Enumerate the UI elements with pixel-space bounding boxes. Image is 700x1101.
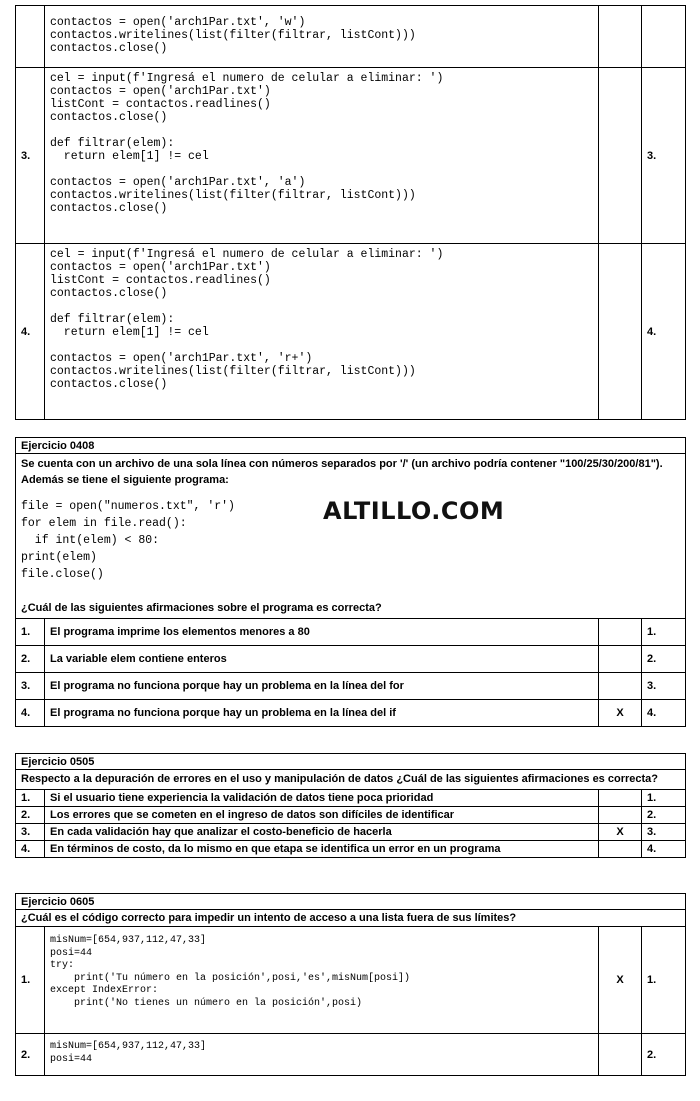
option-text: Los errores que se cometen en el ingreso de datos son difíciles de identificar	[45, 807, 599, 824]
exercise-0408	[15, 437, 686, 727]
code-cell: contactos = open('arch1Par.txt', 'w') contactos.writelines(list(filter(filtrar, listCont))) contactos.close()	[45, 6, 599, 68]
code-cell: cel = input(f'Ingresá el numero de celular a eliminar: ') contactos = open('arch1Par.txt') listCont = contactos.readlines() contactos.close() def filtrar(elem): return elem[1] != cel contactos = open('arch1Par.txt', 'a') contactos.writelines(list(filter(filtrar, listCont))) contactos.close()	[45, 68, 599, 244]
answer-mark	[599, 1034, 642, 1076]
table-row	[16, 673, 686, 700]
answer-mark	[599, 646, 642, 673]
option-text: El programa imprime los elementos menores a 80	[45, 619, 599, 646]
exercise-body	[16, 454, 686, 619]
option-text: En cada validación hay que analizar el costo-beneficio de hacerla	[45, 824, 599, 841]
answer-mark	[599, 790, 642, 807]
table-row	[16, 807, 686, 824]
table-row	[16, 700, 686, 727]
option-number	[16, 6, 45, 68]
option-number-right: 3.	[642, 673, 686, 700]
table-row	[16, 6, 686, 68]
code-cell: misNum=[654,937,112,47,33] posi=44	[45, 1034, 599, 1076]
option-number-right: 1.	[642, 927, 686, 1034]
option-number-right: 3.	[642, 824, 686, 841]
option-number: 4.	[16, 244, 45, 420]
option-number: 2.	[16, 1034, 45, 1076]
option-number: 3.	[16, 824, 45, 841]
option-number-right: 1.	[642, 619, 686, 646]
code-cell: cel = input(f'Ingresá el numero de celular a eliminar: ') contactos = open('arch1Par.txt') listCont = contactos.readlines() contactos.close() def filtrar(elem): return elem[1] != cel contactos = open('arch1Par.txt', 'r+') contactos.writelines(list(filter(filtrar, listCont))) contactos.close()	[45, 244, 599, 420]
answer-mark: X	[599, 700, 642, 727]
answer-mark	[599, 6, 642, 68]
answer-mark: X	[599, 927, 642, 1034]
question-text: ¿Cuál de las siguientes afirmaciones sobre el programa es correcta?	[21, 602, 382, 614]
answer-mark	[599, 68, 642, 244]
option-number-right: 2.	[642, 646, 686, 673]
answer-mark	[599, 841, 642, 858]
table-row	[16, 927, 686, 1034]
option-number-right: 4.	[642, 244, 686, 420]
exercise-0605	[15, 893, 686, 1076]
exercise-title: Ejercicio 0605	[16, 894, 686, 910]
exercise-0505	[15, 753, 686, 858]
program-code: file = open("numeros.txt", 'r') for elem in file.read(): if int(elem) < 80: print(elem) file.close()	[21, 500, 235, 581]
option-number-right: 4.	[642, 700, 686, 727]
answer-mark: X	[599, 824, 642, 841]
table-row	[16, 646, 686, 673]
watermark-logo: ALTILLO.COM	[323, 497, 505, 525]
option-number-right: 1.	[642, 790, 686, 807]
option-text: La variable elem contiene enteros	[45, 646, 599, 673]
option-number: 3.	[16, 68, 45, 244]
option-text: Si el usuario tiene experiencia la validación de datos tiene poca prioridad	[45, 790, 599, 807]
option-text: El programa no funciona porque hay un problema en la línea del if	[45, 700, 599, 727]
exercise-statement: Respecto a la depuración de errores en el uso y manipulación de datos ¿Cuál de las siguientes afirmaciones es correcta?	[16, 770, 686, 790]
option-number: 2.	[16, 807, 45, 824]
option-number: 4.	[16, 700, 45, 727]
option-number: 3.	[16, 673, 45, 700]
option-number-right: 3.	[642, 68, 686, 244]
option-number-right: 4.	[642, 841, 686, 858]
top-options-table	[15, 5, 686, 420]
option-text: En términos de costo, da lo mismo en que etapa se identifica un error en un programa	[45, 841, 599, 858]
option-number: 4.	[16, 841, 45, 858]
table-row	[16, 841, 686, 858]
table-row	[16, 619, 686, 646]
option-number-right	[642, 6, 686, 68]
exercise-title: Ejercicio 0408	[16, 438, 686, 454]
exercise-statement: ¿Cuál es el código correcto para impedir un intento de acceso a una lista fuera de sus límites?	[16, 910, 686, 927]
table-row	[16, 824, 686, 841]
table-row	[16, 790, 686, 807]
exercise-statement: Se cuenta con un archivo de una sola línea con números separados por '/' (un archivo podría contener "100/25/30/200/81"). Además se tiene el siguiente programa:	[21, 458, 663, 486]
answer-mark	[599, 619, 642, 646]
option-number: 2.	[16, 646, 45, 673]
code-cell: misNum=[654,937,112,47,33] posi=44 try: print('Tu número en la posición',posi,'es',misNum[posi]) except IndexError: print('No tienes un número en la posición',posi)	[45, 927, 599, 1034]
answer-mark	[599, 673, 642, 700]
option-number: 1.	[16, 790, 45, 807]
answer-mark	[599, 807, 642, 824]
table-row	[16, 1034, 686, 1076]
option-number-right: 2.	[642, 1034, 686, 1076]
option-number: 1.	[16, 927, 45, 1034]
option-number: 1.	[16, 619, 45, 646]
table-row	[16, 244, 686, 420]
table-row	[16, 68, 686, 244]
option-text: El programa no funciona porque hay un problema en la línea del for	[45, 673, 599, 700]
answer-mark	[599, 244, 642, 420]
exercise-title: Ejercicio 0505	[16, 754, 686, 770]
option-number-right: 2.	[642, 807, 686, 824]
